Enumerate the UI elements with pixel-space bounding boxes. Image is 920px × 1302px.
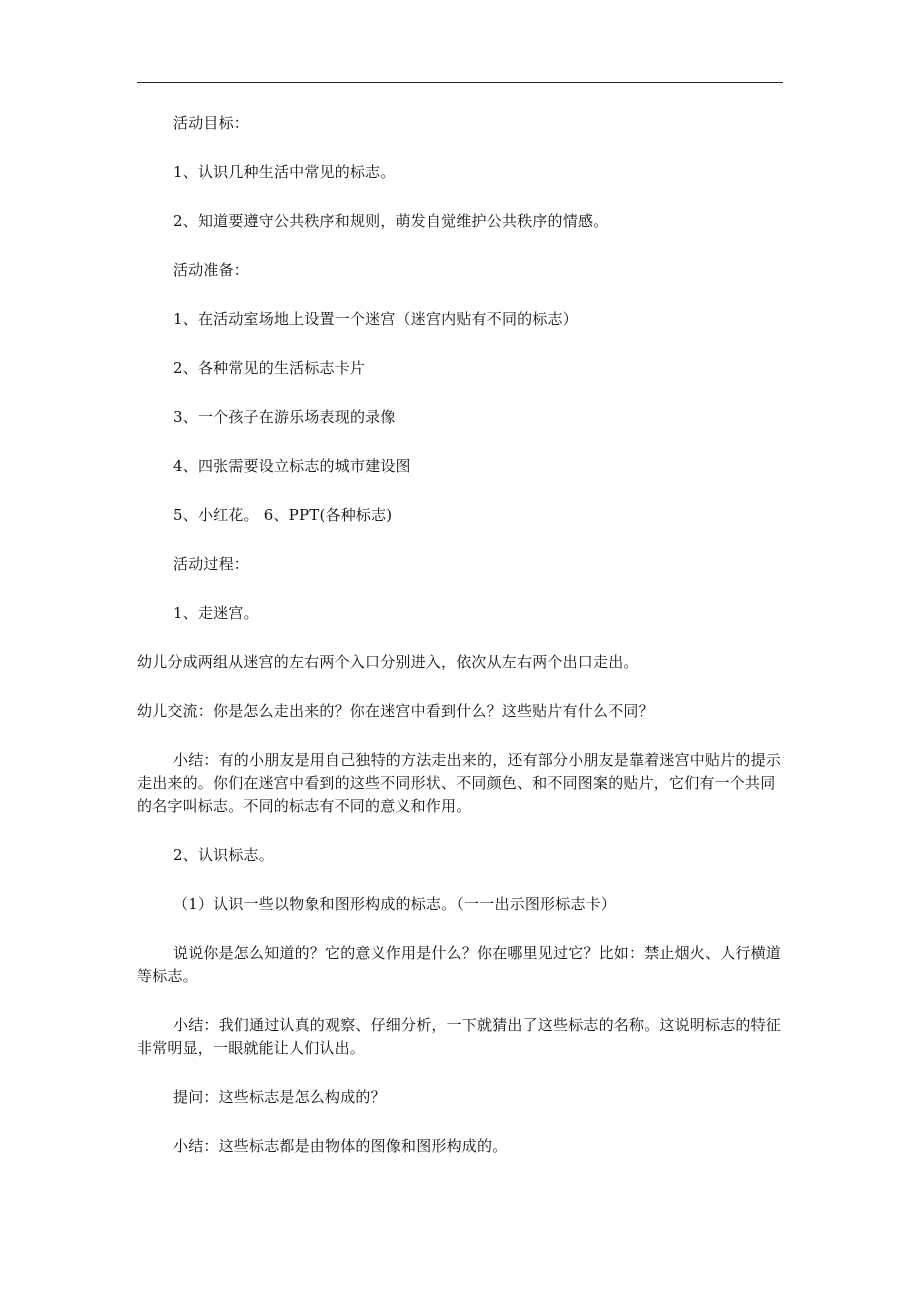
- step-2-prompt: 提问：这些标志是怎么构成的？: [173, 1088, 386, 1106]
- heading-activity-goals: 活动目标：: [173, 114, 250, 132]
- step-2-question: 说说你是怎么知道的？它的意义作用是什么？你在哪里见过它？比如：禁止烟火、人行横道等标志。: [137, 944, 782, 985]
- prep-item-4: 4、四张需要设立标志的城市建设图: [173, 457, 411, 475]
- step-1-description: 幼儿分成两组从迷宫的左右两个入口分别进入，依次从左右两个出口走出。: [137, 653, 639, 671]
- heading-activity-process: 活动过程：: [173, 555, 250, 573]
- prep-item-2: 2、各种常见的生活标志卡片: [173, 359, 366, 377]
- step-1-discussion: 幼儿交流：你是怎么走出来的？你在迷宫中看到什么？这些贴片有什么不同？: [137, 702, 654, 720]
- step-2-summary-1: 小结：我们通过认真的观察、仔细分析，一下就猜出了这些标志的名称。这说明标志的特征非常明显，一眼就能让人们认出。: [137, 1016, 782, 1057]
- goal-item-2: 2、知道要遵守公共秩序和规则，萌发自觉维护公共秩序的情感。: [173, 212, 609, 230]
- step-1-summary: 小结：有的小朋友是用自己独特的方法走出来的，还有部分小朋友是靠着迷宫中贴片的提示走出来的。你们在迷宫中看到的这些不同形状、不同颜色、和不同图案的贴片，它们有一个共同的名字叫标志。不同的标志有不同的意义和作用。: [137, 751, 782, 815]
- step-1-title: 1、走迷宫。: [173, 604, 259, 622]
- step-2-summary-2: 小结：这些标志都是由物体的图像和图形构成的。: [173, 1137, 508, 1155]
- header-rule: [137, 82, 783, 83]
- prep-item-1: 1、在活动室场地上设置一个迷宫（迷宫内贴有不同的标志）: [173, 310, 578, 328]
- prep-item-5-6: 5、小红花。 6、PPT(各种标志): [173, 506, 393, 524]
- heading-activity-preparation: 活动准备：: [173, 261, 250, 279]
- step-2-subitem-1: （1）认识一些以物象和图形构成的标志。（一一出示图形标志卡）: [173, 895, 617, 913]
- goal-item-1: 1、认识几种生活中常见的标志。: [173, 163, 396, 181]
- prep-item-3: 3、一个孩子在游乐场表现的录像: [173, 408, 396, 426]
- document-body: [137, 112, 783, 1184]
- step-2-title: 2、认识标志。: [173, 846, 274, 864]
